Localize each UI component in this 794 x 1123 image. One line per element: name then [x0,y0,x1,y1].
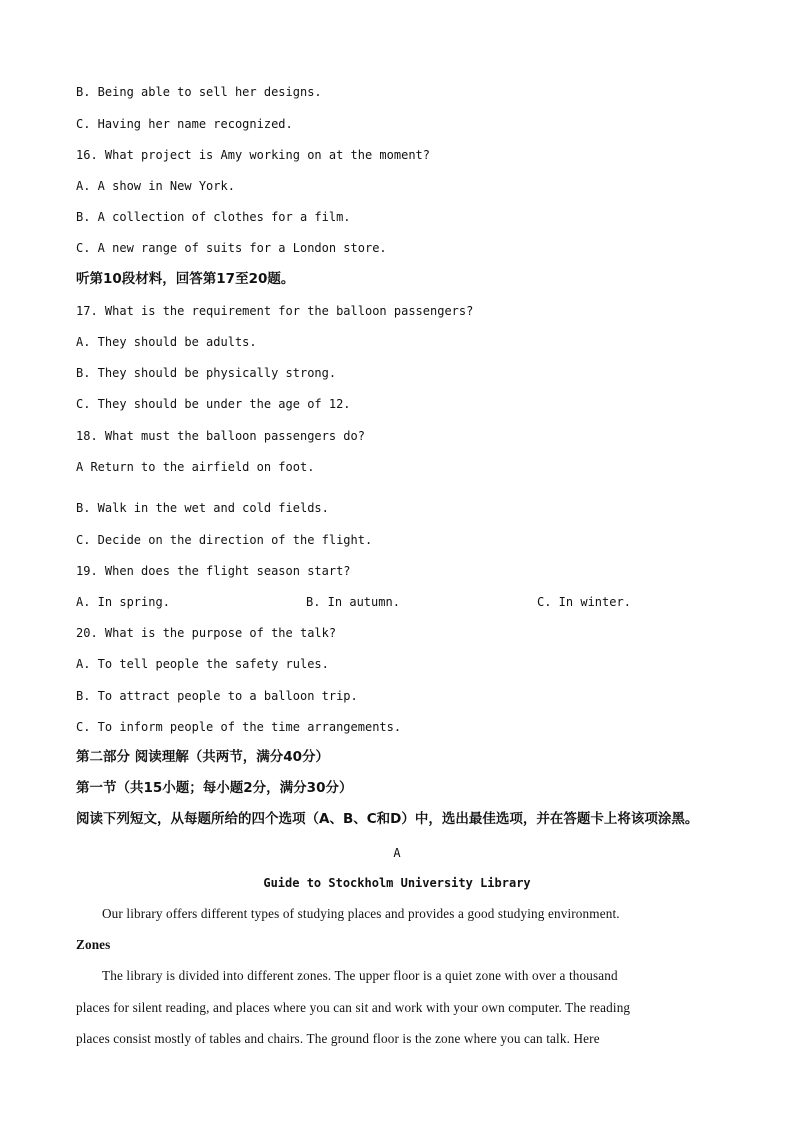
q17-option-b: B. They should be physically strong. [76,366,337,380]
q19-option-a: A. In spring. [76,595,170,609]
zones-line-3: places consist mostly of tables and chairs. The ground floor is the zone where you can talk. Here [76,1031,600,1046]
q16-question: 16. What project is Amy working on at the moment? [76,148,431,162]
q20-question: 20. What is the purpose of the talk? [76,626,337,640]
q19-option-b: B. In autumn. [306,595,400,609]
q17-option-c: C. They should be under the age of 12. [76,397,351,411]
part2-heading: 第二部分 阅读理解（共两节，满分40分） [76,749,329,765]
zones-line-2: places for silent reading, and places where you can sit and work with your own computer. The reading [76,1000,631,1015]
q16-option-c: C. A new range of suits for a London store. [76,241,387,255]
q18-option-a: A Return to the airfield on foot. [76,460,315,474]
zones-line-1: The library is divided into different zones. The upper floor is a quiet zone with over a thousand [102,968,618,983]
passage-label: A [393,846,401,860]
reading-instruction: 阅读下列短文，从每题所给的四个选项（A、B、C和D）中，选出最佳选项，并在答题卡上将该项涂黑。 [76,811,699,827]
zones-heading: Zones [76,937,111,952]
passage-intro: Our library offers different types of studying places and provides a good studying environment. [102,906,620,921]
q15-option-c: C. Having her name recognized. [76,117,293,131]
q15-option-b: B. Being able to sell her designs. [76,85,322,99]
section-instruction-10: 听第10段材料，回答第17至20题。 [76,271,295,287]
q17-question: 17. What is the requirement for the balloon passengers? [76,304,474,318]
q18-option-b: B. Walk in the wet and cold fields. [76,501,329,515]
q19-option-c: C. In winter. [537,595,631,609]
q16-option-b: B. A collection of clothes for a film. [76,210,351,224]
q20-option-b: B. To attract people to a balloon trip. [76,689,358,703]
q19-options [76,593,776,611]
q17-option-a: A. They should be adults. [76,335,257,349]
q16-option-a: A. A show in New York. [76,179,235,193]
section1-heading: 第一节（共15小题；每小题2分，满分30分） [76,780,353,796]
q18-question: 18. What must the balloon passengers do? [76,429,365,443]
q19-question: 19. When does the flight season start? [76,564,351,578]
q20-option-c: C. To inform people of the time arrangements. [76,720,402,734]
q20-option-a: A. To tell people the safety rules. [76,657,329,671]
passage-title: Guide to Stockholm University Library [263,876,531,890]
q18-option-c: C. Decide on the direction of the flight. [76,533,373,547]
